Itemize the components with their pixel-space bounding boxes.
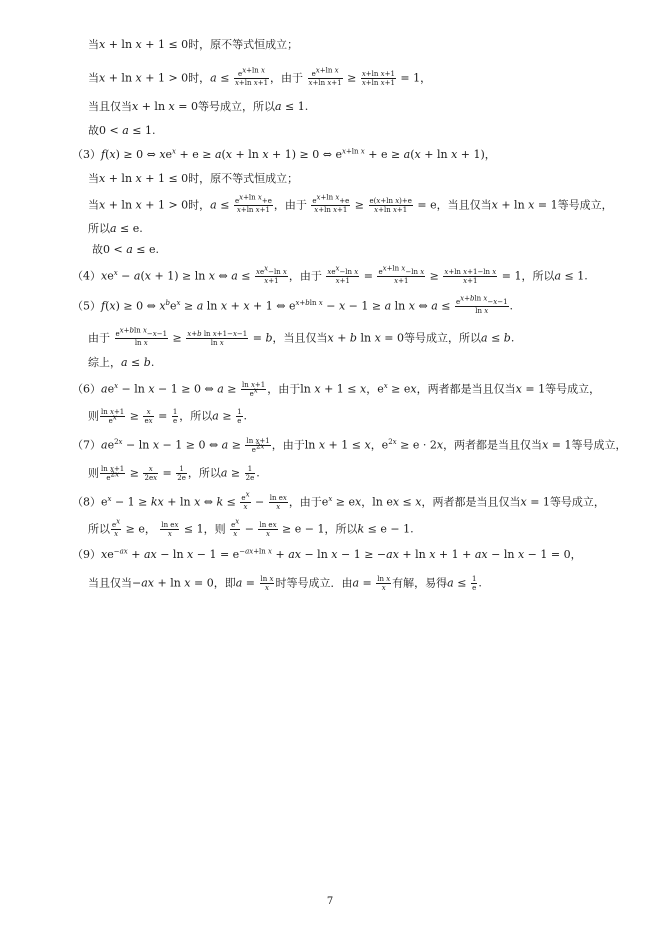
solution-line: $(6)ae^x - \ln x - 1 \ge 0$ ⇔ a ≥ $\frac{\text{ln x+1}}{e^x}$ ，由于ln x + 1 ≤ x，$e^x$ ≥ ex，两者都是当且仅当x = 1等号成立， — [72, 381, 601, 398]
solution-line: 当x + ln x + 1 ≤ 0时，原不等式恒成立； — [88, 172, 299, 185]
solution-line: 综上，a ≤ b. — [88, 356, 155, 369]
solution-line: （5）f(x) ≥ 0 ⇔ $x^be^x \ge a$ ln x + x + 1 ⇔ $e^{x+bln x} - x - 1 \ge a$ ln x ⇔ a ≤ $\frac{e^{x+bln x}-x-1}{\text{ln x}}$ . — [72, 294, 514, 315]
solution-line: 当x + ln x + 1 > 0时，a ≤ $\frac{e^{x+ln x}}{\text{x+ln x+1}}$ ，由于 $\frac{e^{x+ln x}}{\text{x+ln x+1}}$ ≥ $\frac{\text{x+ln x+1}}{\text{x+ln x+1}}$ = 1， — [88, 66, 432, 87]
solution-line: 当x + ln x + 1 > 0时，a ≤ $\frac{e^{x+ln x}+e}{\text{x+ln x+1}}$ ，由于 $\frac{e^{x+ln x}+e}{\text{x+ln x+1}}$ ≥ $\frac{\text{e(x+ln x)+e}}{\text{x+ln x+1}}$ = e，当且仅当x + ln x = 1等号成立， — [88, 193, 613, 214]
solution-line: 则 $\frac{\text{ln x+1}}{e^x}$ ≥ $\frac{x}{ex}$ = $\frac{1}{e}$ ，所以a ≥ $\frac{1}{e}$ . — [88, 408, 248, 425]
solution-line: $(4)xe^x - a(x + 1) \ge \ln x$ ⇔ a ≤ $\frac{xe^x-\ln x}{x+1}$ ，由于 $\frac{xe^x-\ln x}{x+1}$ = $\frac{e^{x+ln x}-\ln x}{x+1}$ ≥ $\frac{\text{x+ln x+1−ln x}}{x+1}$ = 1，所以a ≤ 1. — [72, 264, 588, 285]
solution-line: 所以a ≤ e. — [88, 222, 143, 235]
solution-line: 当且仅当x + ln x = 0等号成立，所以a ≤ 1. — [88, 100, 309, 113]
solution-line: $(9)xe^{-ax}$ + ax − $\ln x - 1 = e^{-ax+ln x}$ + ax − ln x − 1 ≥ −ax + ln x + 1 + ax − ln x − 1 = 0， — [72, 547, 582, 561]
solution-line: 故0 < a ≤ e. — [92, 243, 159, 256]
solution-line: 由于 $\frac{e^{x+bln x}-x-1}{\text{ln x}}$ ≥ $\frac{\text{x+b ln x+1−x−1}}{\text{ln x}}$ = b，当且仅当x + b ln x = 0等号成立，所以a ≤ b. — [88, 326, 515, 347]
solution-line: $(8)e^x - 1$ ≥ kx + ln x ⇔ k ≤ $\frac{e^x}{x}$ − $\frac{\text{ln ex}}{x}$ ，由于$e^x$ ≥ ex，ln ex ≤ x，两者都是当且仅当x = 1等号成立， — [72, 490, 605, 511]
solution-line: 故0 < a ≤ 1. — [88, 124, 156, 137]
solution-line: 则 $\frac{\text{ln x+1}}{e^{2x}}$ ≥ $\frac{x}{2ex}$ = $\frac{1}{2e}$ ，所以a ≥ $\frac{1}{2e}$ . — [88, 465, 260, 482]
solution-line: $(7)ae^{2x} - \ln x - 1 \ge 0$ ⇔ a ≥ $\frac{\text{ln x+1}}{e^{2x}}$ ，由于ln x + 1 ≤ x，$e^{2x} \ge e \cdot 2x$，两者都是当且仅当x = 1等号成立， — [72, 437, 627, 454]
solution-line: 当x + ln x + 1 ≤ 0时，原不等式恒成立； — [88, 38, 299, 51]
solution-line: 当且仅当−ax + ln x = 0，即a = $\frac{\text{ln x}}{x}$ 时等号成立．由a = $\frac{\text{ln x}}{x}$ 有解，易得a ≤ $\frac{1}{e}$ . — [88, 575, 482, 592]
page-number: 7 — [326, 896, 334, 907]
solution-line: （3）f(x) ≥ 0 ⇔ $xe^x + e \ge a(x + \ln x + 1) \ge 0$ ⇔ $e^{x+ln x} + e \ge a(x + \ln x + 1)$， — [72, 147, 496, 161]
solution-line: 所以 $\frac{e^x}{x}$ ≥ e， $\frac{\text{ln ex}}{x}$ ≤ 1，则 $\frac{e^x}{x}$ − $\frac{\text{ln ex}}{x}$ ≥ e − 1，所以k ≤ e − 1. — [88, 517, 414, 538]
